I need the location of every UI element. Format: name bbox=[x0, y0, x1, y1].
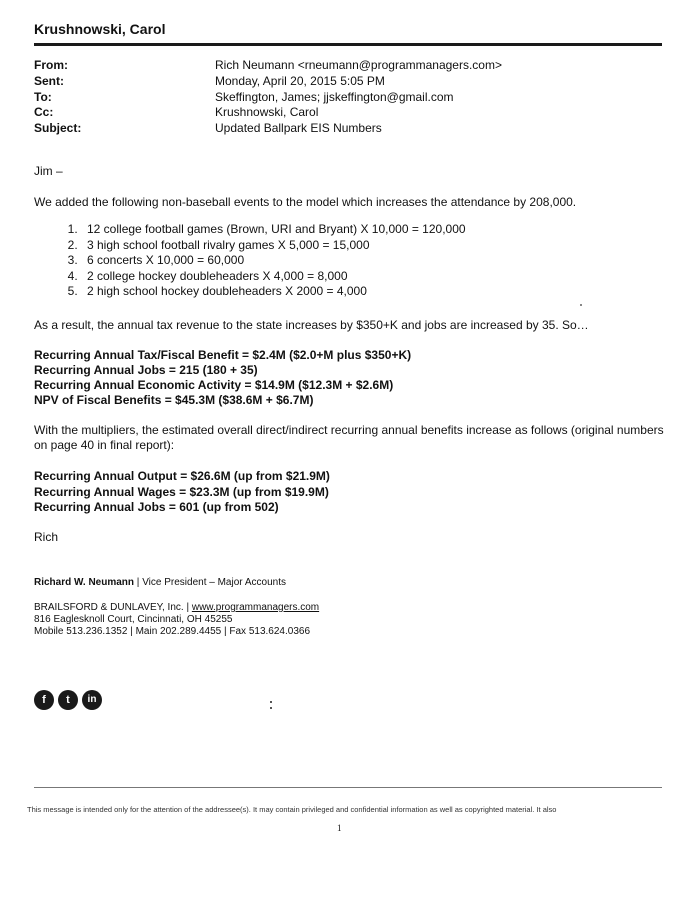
npv-line: NPV of Fiscal Benefits = $45.3M ($38.6M + $6.7M) bbox=[34, 393, 314, 407]
separator: | bbox=[130, 626, 133, 637]
subject-value: Updated Ballpark EIS Numbers bbox=[215, 121, 382, 135]
facebook-icon[interactable]: f bbox=[34, 690, 54, 710]
result-paragraph: As a result, the annual tax revenue to the state increases by $350+K and jobs are increased by 35. So… bbox=[34, 318, 589, 332]
separator: | bbox=[186, 602, 190, 613]
list-item: 1. 12 college football games (Brown, URI and Bryant) X 10,000 = 120,000 bbox=[81, 222, 466, 238]
signature-address: 816 Eaglesknoll Court, Cincinnati, OH 45255 bbox=[34, 614, 233, 625]
list-item: 3. 6 concerts X 10,000 = 60,000 bbox=[81, 253, 466, 269]
scan-speck bbox=[580, 304, 582, 306]
scan-speck bbox=[270, 707, 272, 709]
disclaimer-text: This message is intended only for the attention of the addressee(s). It may contain privileged and confidential information as well as copyrighted material. It also bbox=[27, 805, 557, 814]
footer-divider bbox=[34, 787, 662, 788]
subject-label: Subject: bbox=[34, 121, 82, 135]
sent-label: Sent: bbox=[34, 74, 64, 88]
output-line: Recurring Annual Output = $26.6M (up from $21.9M) bbox=[34, 469, 330, 483]
linkedin-icon[interactable]: in bbox=[82, 690, 102, 710]
wages-line: Recurring Annual Wages = $23.3M (up from $19.9M) bbox=[34, 485, 329, 499]
sign-off: Rich bbox=[34, 530, 59, 544]
from-value: Rich Neumann <rneumann@programmanagers.com> bbox=[215, 58, 502, 72]
intro-paragraph: We added the following non-baseball events to the model which increases the attendance by 208,000. bbox=[34, 195, 577, 209]
cc-label: Cc: bbox=[34, 105, 54, 119]
signature-title-line bbox=[34, 577, 286, 588]
main-number: Main 202.289.4455 bbox=[135, 626, 222, 637]
signature-phones bbox=[34, 626, 310, 637]
multipliers-paragraph-line1: With the multipliers, the estimated overall direct/indirect recurring annual benefits increase as follows (original numbers bbox=[34, 423, 664, 437]
sent-value: Monday, April 20, 2015 5:05 PM bbox=[215, 74, 385, 88]
list-item: 4. 2 college hockey doubleheaders X 4,000 = 8,000 bbox=[81, 269, 466, 285]
jobs-line: Recurring Annual Jobs = 601 (up from 502) bbox=[34, 500, 279, 514]
scan-speck bbox=[270, 701, 272, 703]
multipliers-paragraph-line2: on page 40 in final report): bbox=[34, 438, 175, 452]
signature-title: Vice President – Major Accounts bbox=[142, 577, 286, 588]
greeting: Jim – bbox=[34, 164, 63, 178]
company-name: BRAILSFORD & DUNLAVEY, Inc. bbox=[34, 602, 184, 613]
separator: | bbox=[136, 577, 140, 588]
to-label: To: bbox=[34, 90, 52, 104]
signature-name: Richard W. Neumann bbox=[34, 577, 135, 588]
recurring-jobs-line: Recurring Annual Jobs = 215 (180 + 35) bbox=[34, 363, 258, 377]
recurring-activity-line: Recurring Annual Economic Activity = $14.9M ($12.3M + $2.6M) bbox=[34, 378, 394, 392]
mobile-number: Mobile 513.236.1352 bbox=[34, 626, 128, 637]
list-item: 5. 2 high school hockey doubleheaders X 2000 = 4,000 bbox=[81, 284, 466, 300]
twitter-icon[interactable]: t bbox=[58, 690, 78, 710]
separator: | bbox=[224, 626, 227, 637]
page-number: 1 bbox=[337, 823, 342, 833]
header-divider bbox=[34, 43, 662, 46]
cc-value: Krushnowski, Carol bbox=[215, 105, 319, 119]
website-link[interactable]: www.programmanagers.com bbox=[191, 602, 320, 613]
mailbox-owner-name: Krushnowski, Carol bbox=[34, 21, 166, 37]
events-list bbox=[34, 222, 466, 300]
from-label: From: bbox=[34, 58, 68, 72]
recurring-tax-line: Recurring Annual Tax/Fiscal Benefit = $2.4M ($2.0+M plus $350+K) bbox=[34, 348, 412, 362]
to-value: Skeffington, James; jjskeffington@gmail.com bbox=[215, 90, 454, 104]
signature-company-line bbox=[34, 602, 319, 613]
list-item: 2. 3 high school football rivalry games X 5,000 = 15,000 bbox=[81, 238, 466, 254]
fax-number: Fax 513.624.0366 bbox=[229, 626, 311, 637]
